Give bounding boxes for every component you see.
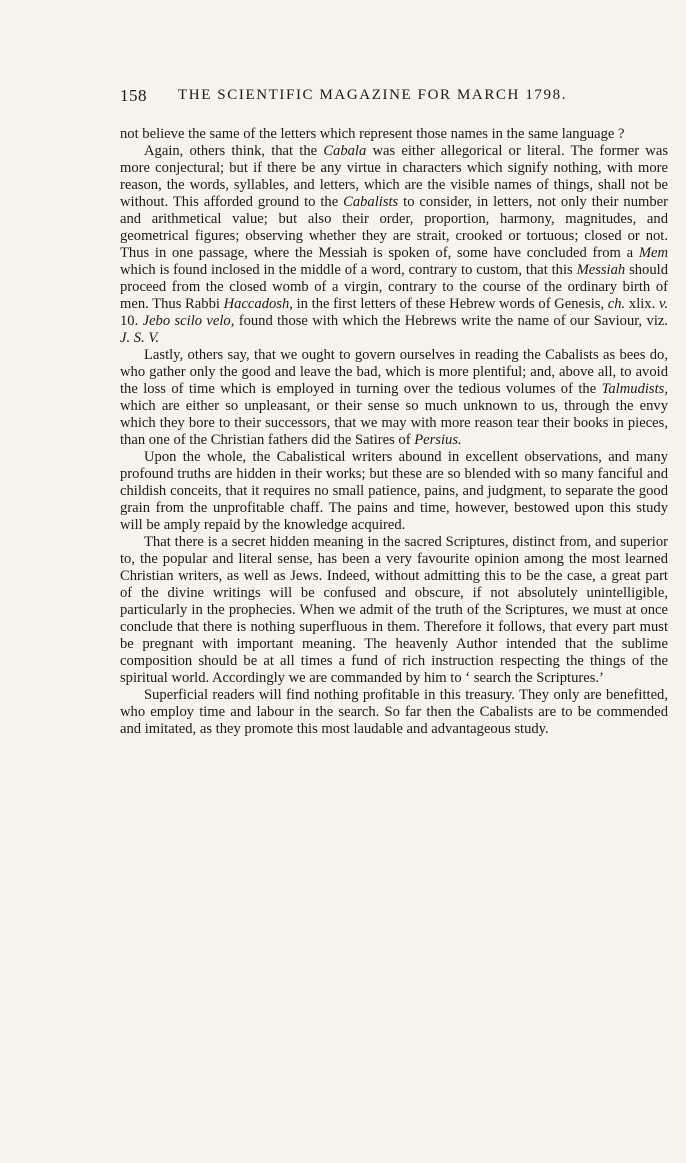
italic-run: v. <box>658 296 668 312</box>
text-run: Again, others think, that the <box>144 143 324 159</box>
text-run: found those with which the Hebrews write the name of our Saviour, viz. <box>234 313 668 329</box>
text-run: That there is a secret hidden meaning in the sacred Scriptures, distinct from, and superior to, the popular and literal sense, has been a very favourite opinion among the most learned Christian writers, as well as Jews. Indeed, without admitting this to be the case, a great part of the divine writings will be confused and obscure, if not absolutely unintelligible, particularly in the prophecies. When we admit of the truth of the Scriptures, we must at once conclude that there is nothing superfluous in them. Therefore it follows, that every part must be pregnant with important meaning. The heavenly Author intended that the sublime composition should be at all times a fund of rich instruction respecting the things of the spiritual world. Accordingly we are commanded by him to ‘ search the Scriptures.’ <box>120 534 668 686</box>
paragraph <box>120 126 668 143</box>
text-run: was either allegorical or literal. The former was more conjectural; but if there be any virtue in characters which signify nothing, with more reason, the words, syllables, and letters, which are the visible names of things, shall not be without. This afforded ground to the <box>120 143 668 210</box>
italic-run: ch. <box>607 296 626 312</box>
article-body <box>120 126 668 738</box>
text-run: which is found inclosed in the middle of a word, contrary to custom, that this <box>120 262 577 278</box>
text-run: xlix. <box>625 296 659 312</box>
italic-run: Cabalists <box>343 194 399 210</box>
text-run: not believe the same of the letters which represent those names in the same language ? <box>120 126 625 142</box>
italic-run: Talmudists, <box>601 381 668 397</box>
page-number: 158 <box>120 86 147 105</box>
italic-run: Persius. <box>414 432 462 448</box>
italic-run: Mem <box>638 245 668 261</box>
paragraph <box>120 534 668 687</box>
text-run: 10. <box>120 313 143 329</box>
text-run: which are either so unpleasant, or their sense so much unknown to us, through the envy which they bore to their successors, that we may with more reason tear their books in pieces, than one of the Christian fathers did the Satires of <box>120 398 668 448</box>
text-run: Lastly, others say, that we ought to govern ourselves in reading the Cabalists as bees do, who gather only the good and leave the bad, which is more plentiful; and, above all, to avoid the loss of time which is employed in turning over the tedious volumes of the <box>120 347 668 397</box>
paragraph <box>120 449 668 534</box>
paragraph <box>120 687 668 738</box>
italic-run: J. S. V. <box>120 330 160 346</box>
text-run: Superficial readers will find nothing profitable in this treasury. They only are benefitted, who employ time and labour in the search. So far then the Cabalists are to be commended and imitated, as they promote this most laudable and advantageous study. <box>120 687 668 737</box>
text-run: to consider, in letters, not only their number and arithmetical value; but also their order, proportion, harmony, magnitudes, and geometrical figures; observing whether they are strait, crooked or tortuous; closed or not. Thus in one passage, where the Messiah is spoken of, some have concluded from a <box>120 194 668 261</box>
text-run: Upon the whole, the Cabalistical writers abound in excellent observations, and many profound truths are hidden in their works; but these are so blended with so many fanciful and childish conceits, that it requires no small patience, pains, and judgment, to separate the good grain from the unprofitable chaff. The pains and time, however, bestowed upon this study will be amply repaid by the knowledge acquired. <box>120 449 668 533</box>
italic-run: Messiah <box>576 262 626 278</box>
page-header <box>120 86 668 110</box>
italic-run: Cabala <box>323 143 367 159</box>
paragraph <box>120 347 668 449</box>
paragraph <box>120 143 668 347</box>
text-run: should proceed from the closed womb of a virgin, contrary to the course of the ordinary birth of men. Thus Rabbi <box>120 262 668 312</box>
italic-run: Jebo scilo velo, <box>142 313 235 329</box>
running-title: THE SCIENTIFIC MAGAZINE FOR MARCH 1798. <box>178 87 568 103</box>
italic-run: Haccadosh, <box>223 296 293 312</box>
text-run: in the first letters of these Hebrew words of Genesis, <box>292 296 608 312</box>
